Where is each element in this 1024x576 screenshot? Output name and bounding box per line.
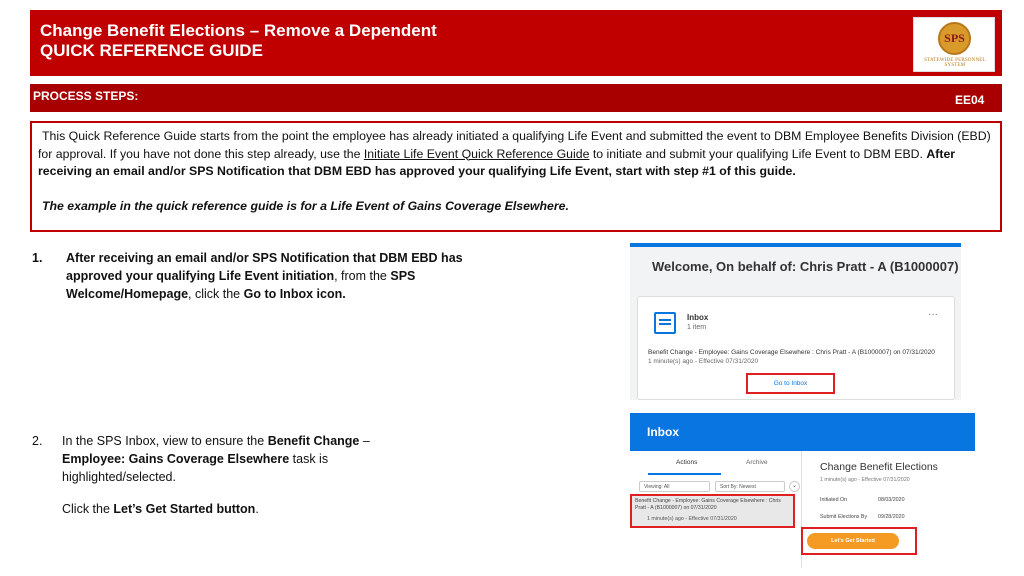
intro-paragraph: [38, 128, 994, 181]
intro-text-a: This Quick Reference Guide starts from the point the employee has already initiated a qualifying Life Event and submitted the event to DBM Employee Benefits Division (EBD) for approval. If you have not done this step already, use the: [38, 129, 991, 161]
inbox-header: [630, 413, 975, 451]
inbox-card-title: Inbox: [687, 313, 709, 322]
selected-task-item[interactable]: Benefit Change - Employee: Gains Coverage Elsewhere : Chris Pratt - A (B1000007) on 07/31/2020: [632, 496, 793, 526]
intro-text-b: to initiate and submit your qualifying Life Event to DBM EBD.: [589, 146, 927, 161]
tab-actions-underline: [648, 473, 721, 475]
step-1: [32, 249, 472, 303]
tab-actions[interactable]: Actions: [676, 459, 698, 466]
welcome-top-strip: [630, 243, 961, 247]
sort-select[interactable]: Sort By: Newest: [715, 481, 785, 492]
step-2-number: 2.: [32, 434, 43, 448]
lets-get-started-button[interactable]: Let's Get Started: [807, 533, 899, 549]
initiate-life-event-link[interactable]: Initiate Life Event Quick Reference Guide: [363, 146, 590, 161]
submit-elections-by-label: Submit Elections By: [820, 514, 868, 520]
intro-example: The example in the quick reference guide is for a Life Event of Gains Coverage Elsewhere.: [42, 198, 569, 213]
change-benefit-elections-title: Change Benefit Elections: [820, 461, 938, 473]
inbox-task-meta: 1 minute(s) ago - Effective 07/31/2020: [648, 358, 759, 365]
step-2-click-text: [62, 502, 259, 516]
step-2-text: [62, 432, 392, 486]
lets-get-started-highlight: [801, 527, 917, 555]
inbox-card-count: 1 item: [687, 324, 707, 331]
welcome-heading: Welcome, On behalf of: Chris Pratt - A (B1000007): [652, 259, 959, 274]
logo-seal: SPS: [938, 22, 971, 55]
title-line-2: QUICK REFERENCE GUIDE: [40, 41, 263, 60]
step-2: [32, 432, 392, 486]
tab-archive[interactable]: Archive: [746, 459, 768, 466]
inbox-icon[interactable]: [654, 312, 676, 334]
sps-logo: [913, 17, 995, 72]
cbe-subtitle: 1 minute(s) ago - Effective 07/31/2020: [820, 477, 910, 483]
step-2-bold-2: Employee: Gains Coverage Elsewhere: [62, 452, 290, 466]
step-2-click-c: .: [255, 502, 259, 516]
intro-bold-text: After receiving an email and/or SPS Notification that DBM EBD has approved your qualifying Life Event, start with step #1 of this guide.: [38, 146, 956, 178]
selected-task-meta: 1 minute(s) ago - Effective 07/31/2020: [647, 516, 737, 522]
viewing-select[interactable]: Viewing: All: [639, 481, 710, 492]
page-title: [40, 21, 437, 61]
task-highlight: [630, 494, 795, 528]
step-2-text-a: In the SPS Inbox, view to ensure the: [62, 434, 268, 448]
step-1-number: 1.: [32, 251, 43, 265]
title-line-1: Change Benefit Elections – Remove a Dependent: [40, 21, 437, 40]
step-1-text: After receiving an email and/or SPS Notification that DBM EBD has approved your qualifying Life Event initiation, from the SPS Welcome/Homepage, click the Go to Inbox icon.: [66, 251, 463, 301]
step-2-click-a: Click the: [62, 502, 114, 516]
initiated-on-label: Initiated On: [820, 497, 848, 503]
step-2-bold-1: Benefit Change: [267, 434, 360, 448]
logo-text: STATEWIDE PERSONNEL SYSTEM: [924, 58, 986, 68]
inbox-task-line[interactable]: Benefit Change - Employee: Gains Coverage Elsewhere : Chris Pratt - A (B1000007) on 07/31/2020: [648, 349, 935, 356]
chevron-down-icon[interactable]: ⌄: [789, 481, 800, 492]
initiated-on-value: 08/03/2020: [878, 497, 905, 503]
go-to-inbox-highlight: [746, 373, 835, 394]
intro-box: [30, 121, 1002, 232]
more-options-icon[interactable]: ···: [928, 309, 938, 320]
inbox-title: Inbox: [647, 425, 679, 439]
step-2-text-c: –: [359, 434, 370, 448]
step-2-click-bold: Let’s Get Started button: [113, 502, 256, 516]
process-steps-bar: [30, 84, 1002, 112]
guide-code: EE04: [955, 93, 985, 107]
process-steps-label: PROCESS STEPS:: [33, 89, 139, 103]
go-to-inbox-button[interactable]: Go to Inbox: [773, 380, 808, 387]
submit-elections-by-value: 09/28/2020: [878, 514, 905, 520]
step-2-text-d: task is highlighted/selected.: [62, 452, 329, 484]
